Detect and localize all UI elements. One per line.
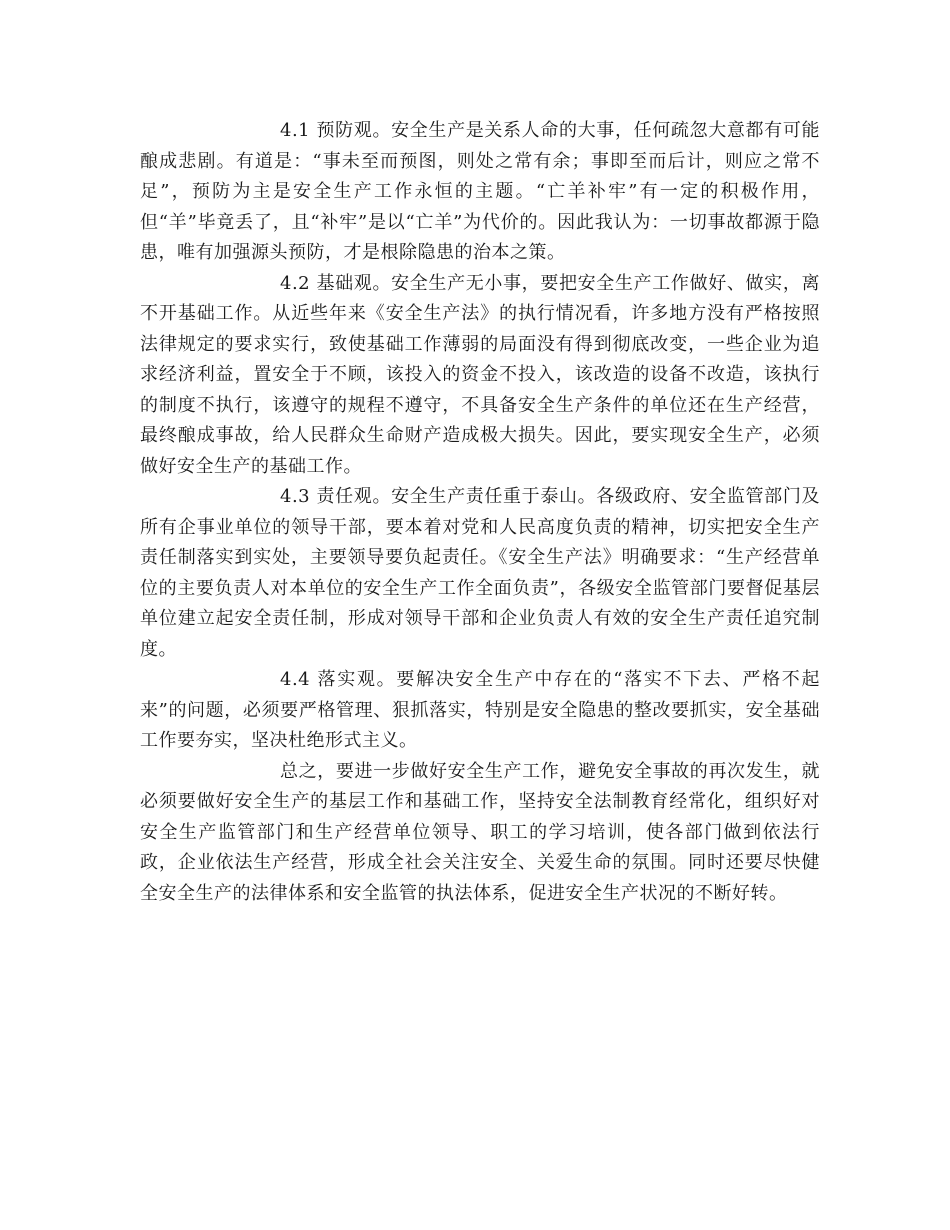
paragraph-implementation: 4.4 落实观。要解决安全生产中存在的“落实不下去、严格不起来”的问题，必须要严格管理、狠抓落实，特别是安全隐患的整改要抓实，安全基础工作要夯实，坚决杜绝形式主义。: [140, 669, 820, 751]
paragraph-responsibility: 4.3 责任观。安全生产责任重于泰山。各级政府、安全监管部门及所有企事业单位的领导干部，要本着对党和人民高度负责的精神，切实把安全生产责任制落实到实处，主要领导要负起责任。《安全生产法》明确要求：“生产经营单位的主要负责人对本单位的安全生产工作全面负责”，各级安全监管部门要督促基层单位建立起安全责任制，形成对领导干部和企业负责人有效的安全生产责任追究制度。: [140, 486, 820, 660]
document-body: [140, 116, 820, 909]
paragraph-summary: 总之，要进一步做好安全生产工作，避免安全事故的再次发生，就必须要做好安全生产的基层工作和基础工作，坚持安全法制教育经常化，组织好对安全生产监管部门和生产经营单位领导、职工的学习培训，使各部门做到依法行政，企业依法生产经营，形成全社会关注安全、关爱生命的氛围。同时还要尽快健全安全生产的法律体系和安全监管的执法体系，促进安全生产状况的不断好转。: [140, 760, 820, 904]
paragraph-foundation: 4.2 基础观。安全生产无小事，要把安全生产工作做好、做实，离不开基础工作。从近些年来《安全生产法》的执行情况看，许多地方没有严格按照法律规定的要求实行，致使基础工作薄弱的局面没有得到彻底改变，一些企业为追求经济利益，置安全于不顾，该投入的资金不投入，该改造的设备不改造，该执行的制度不执行，该遵守的规程不遵守，不具备安全生产条件的单位还在生产经营，最终酿成事故，给人民群众生命财产造成极大损失。因此，要实现安全生产，必须做好安全生产的基础工作。: [140, 272, 820, 477]
paragraph-prevention: 4.1 预防观。安全生产是关系人命的大事，任何疏忽大意都有可能酿成悲剧。有道是：“事未至而预图，则处之常有余；事即至而后计，则应之常不足”，预防为主是安全生产工作永恒的主题。“亡羊补牢”有一定的积极作用，但“羊”毕竟丢了，且“补牢”是以“亡羊”为代价的。因此我认为：一切事故都源于隐患，唯有加强源头预防，才是根除隐患的治本之策。: [140, 120, 820, 263]
